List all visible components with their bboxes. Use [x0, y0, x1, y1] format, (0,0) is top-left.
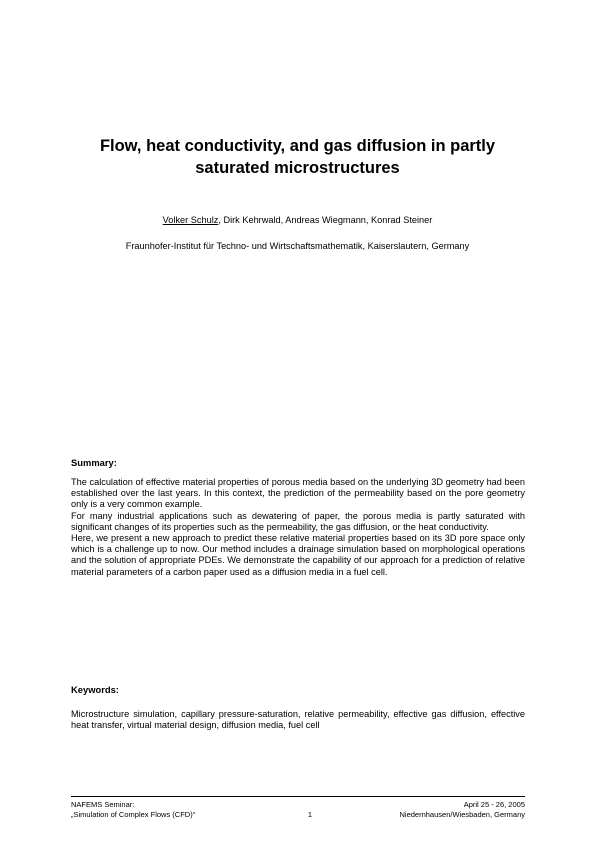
footer-left [71, 800, 195, 819]
footer-seminar-title: „Simulation of Complex Flows (CFD)“ [71, 809, 196, 819]
page-number: 1 [307, 810, 313, 819]
footer-date: April 25 - 26, 2005 [463, 800, 525, 809]
footer-right [400, 800, 526, 819]
paper-title-line-2: saturated microstructures [195, 159, 400, 177]
author-presenting: Volker Schulz [162, 215, 219, 225]
paper-title-line-1: Flow, heat conductivity, and gas diffusion in partly [99, 137, 496, 155]
affiliation: Fraunhofer-Institut für Techno- und Wirtschaftsmathematik, Kaiserslautern, Germany [125, 241, 470, 251]
keywords-heading: Keywords: [71, 684, 119, 695]
footer-seminar: NAFEMS Seminar: [71, 800, 135, 809]
summary-heading: Summary: [71, 457, 117, 468]
keywords-text: Microstructure simulation, capillary pressure-saturation, relative permeability, effective gas diffusion, effective heat transfer, virtual material design, diffusion media, fuel cell [71, 709, 525, 731]
author-list [40, 214, 555, 226]
author-others: , Dirk Kehrwald, Andreas Wiegmann, Konrad Steiner [218, 215, 433, 225]
paper-title [40, 135, 555, 179]
footer-divider [71, 796, 525, 797]
summary-paragraph: Here, we present a new approach to predict these relative material properties based on its 3D pore space only which is a challenge up to now. Our method includes a drainage simulation based on morphological operations and the solution of appropriate PDEs. We demonstrate the capability of our approach for a prediction of relative material parameters of a carbon paper used as a diffusion media in a fuel cell. [71, 533, 525, 577]
footer-location: Niedernhausen/Wiesbaden, Germany [399, 809, 525, 819]
summary-paragraph: For many industrial applications such as dewatering of paper, the porous media is partly saturated with significant changes of its properties such as the permeability, the gas diffusion, or the heat conductivity. [71, 510, 525, 532]
summary-body [71, 477, 525, 578]
summary-paragraph: The calculation of effective material properties of porous media based on the underlying 3D geometry had been established over the last years. In this context, the prediction of the permeability based on the pore geometry only is a very common example. [71, 477, 525, 510]
